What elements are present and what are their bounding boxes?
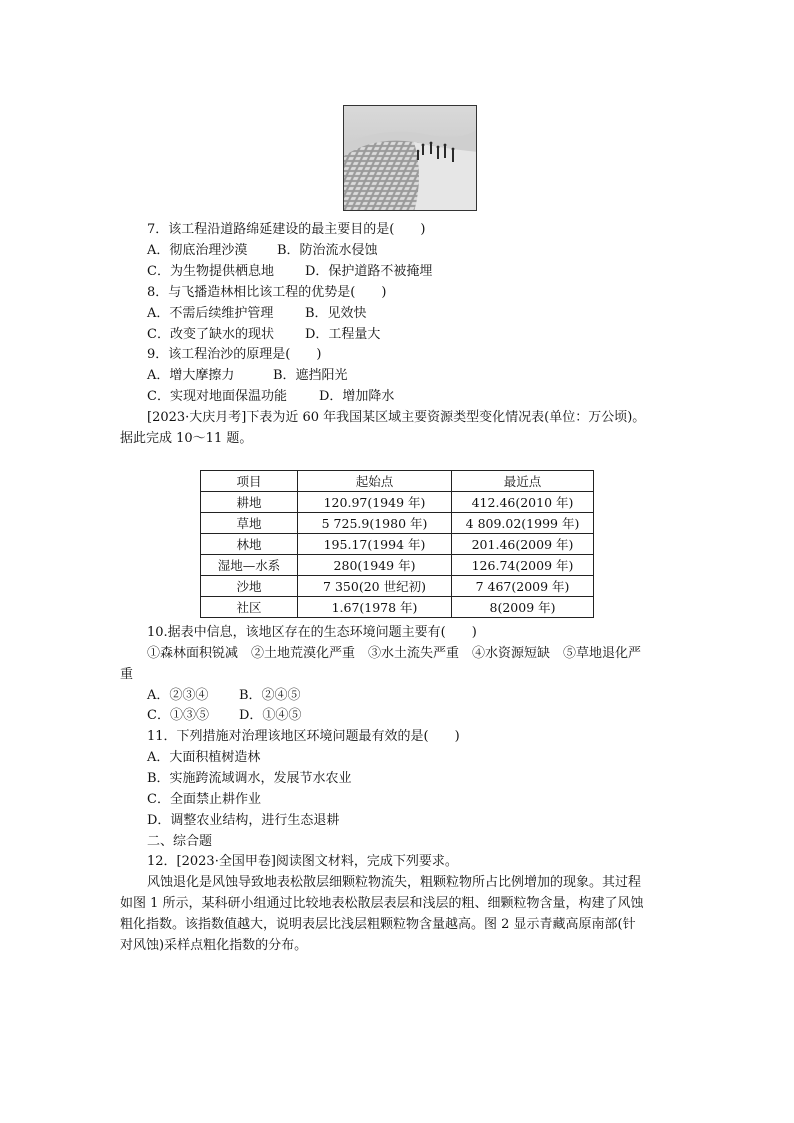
q9-option-b[interactable]: B．遮挡阳光 xyxy=(273,368,348,383)
resource-table xyxy=(200,470,594,618)
section-title: 二、综合题 xyxy=(147,834,213,849)
table-cell: 8(2009 年) xyxy=(452,597,594,618)
sand-barrier-photo xyxy=(343,105,477,211)
q9-option-d[interactable]: D．增加降水 xyxy=(319,389,395,404)
table-row xyxy=(201,597,594,618)
q12-paragraph-line: 粗化指数。该指数值越大，说明表层比浅层粗颗粒物含量越高。图 2 显示青藏高原南部(针 xyxy=(120,917,636,932)
q7-option-d[interactable]: D．保护道路不被掩埋 xyxy=(305,264,433,279)
q12-paragraph-line: 风蚀退化是风蚀导致地表松散层细颗粒物流失，粗颗粒物所占比例增加的现象。其过程 xyxy=(147,875,642,890)
q8-option-a[interactable]: A．不需后续维护管理 xyxy=(147,306,274,321)
q11-option-c[interactable]: C．全面禁止耕作业 xyxy=(147,792,261,807)
q11-option-b[interactable]: B．实施跨流域调水，发展节水农业 xyxy=(147,771,352,786)
q8-stem: 8．与飞播造林相比该工程的优势是( ) xyxy=(147,285,387,300)
q7-option-b[interactable]: B．防治流水侵蚀 xyxy=(277,243,378,258)
q7-option-c[interactable]: C．为生物提供栖息地 xyxy=(147,264,274,279)
table-cell: 7 467(2009 年) xyxy=(452,576,594,597)
table-cell: 120.97(1949 年) xyxy=(298,492,452,513)
table-cell: 7 350(20 世纪初) xyxy=(298,576,452,597)
table-cell: 林地 xyxy=(201,534,298,555)
table-row xyxy=(201,492,594,513)
table-header-cell: 项目 xyxy=(201,471,298,492)
q10-option-c[interactable]: C．①③⑤ xyxy=(147,708,209,723)
q8-option-d[interactable]: D．工程量大 xyxy=(305,327,381,342)
q9-stem: 9．该工程治沙的原理是( ) xyxy=(147,347,322,362)
q9-option-c[interactable]: C．实现对地面保温功能 xyxy=(147,389,287,404)
table-cell: 201.46(2009 年) xyxy=(452,534,594,555)
q9-options-row2 xyxy=(147,387,394,407)
q7-option-a[interactable]: A．彻底治理沙漠 xyxy=(147,243,248,258)
q8-option-b[interactable]: B．见效快 xyxy=(305,306,367,321)
table-header-cell: 起始点 xyxy=(298,471,452,492)
table-cell: 412.46(2010 年) xyxy=(452,492,594,513)
table-cell: 5 725.9(1980 年) xyxy=(298,513,452,534)
q10-option-d[interactable]: D．①④⑤ xyxy=(239,708,302,723)
q10-option-b[interactable]: B．②④⑤ xyxy=(239,688,301,703)
table-cell: 195.17(1994 年) xyxy=(298,534,452,555)
q9-option-a[interactable]: A．增大摩擦力 xyxy=(147,368,235,383)
table-header-row xyxy=(201,471,594,492)
table-cell: 草地 xyxy=(201,513,298,534)
q10-options-row2 xyxy=(147,706,301,726)
table-cell: 湿地—水系 xyxy=(201,555,298,576)
q12-paragraph-line: 如图 1 所示，某科研小组通过比较地表松散层表层和浅层的粗、细颗粒物含量，构建了风蚀 xyxy=(120,896,644,911)
q11-stem: 11．下列措施对治理该地区环境问题最有效的是( ) xyxy=(147,729,460,744)
q10-items-line1: ①森林面积锐减 ②土地荒漠化严重 ③水土流失严重 ④水资源短缺 ⑤草地退化严 xyxy=(147,646,642,661)
table-cell: 1.67(1978 年) xyxy=(298,597,452,618)
table-row xyxy=(201,513,594,534)
q10-option-a[interactable]: A．②③④ xyxy=(147,688,209,703)
table-header-cell: 最近点 xyxy=(452,471,594,492)
q9-options-row1 xyxy=(147,366,348,386)
table-cell: 社区 xyxy=(201,597,298,618)
q8-option-c[interactable]: C．改变了缺水的现状 xyxy=(147,327,274,342)
q10-items-line2: 重 xyxy=(120,667,134,682)
table-row xyxy=(201,555,594,576)
q7-options-row2 xyxy=(147,262,432,282)
q10-stem: 10.据表中信息，该地区存在的生态环境问题主要有( ) xyxy=(147,625,477,640)
table-cell: 126.74(2009 年) xyxy=(452,555,594,576)
sand-barrier-illustration xyxy=(344,106,477,211)
q12-paragraph-line: 对风蚀)采样点粗化指数的分布。 xyxy=(120,938,308,953)
q8-options-row2 xyxy=(147,325,380,345)
table-cell: 耕地 xyxy=(201,492,298,513)
q10-options-row1 xyxy=(147,686,301,706)
table-cell: 沙地 xyxy=(201,576,298,597)
q12-stem: 12．[2023·全国甲卷]阅读图文材料，完成下列要求。 xyxy=(147,854,458,869)
table-cell: 4 809.02(1999 年) xyxy=(452,513,594,534)
q7-options-row1 xyxy=(147,241,378,261)
q11-option-a[interactable]: A．大面积植树造林 xyxy=(147,750,261,765)
q7-stem: 7．该工程沿道路绵延建设的最主要目的是( ) xyxy=(147,222,426,237)
table-cell: 280(1949 年) xyxy=(298,555,452,576)
table-row xyxy=(201,576,594,597)
intro-1011-line1: [2023·大庆月考]下表为近 60 年我国某区域主要资源类型变化情况表(单位：万公顷)。 xyxy=(147,410,646,425)
table-row xyxy=(201,534,594,555)
intro-1011-line2: 据此完成 10～11 题。 xyxy=(120,431,253,446)
q8-options-row1 xyxy=(147,304,367,324)
q11-option-d[interactable]: D．调整农业结构，进行生态退耕 xyxy=(147,813,340,828)
